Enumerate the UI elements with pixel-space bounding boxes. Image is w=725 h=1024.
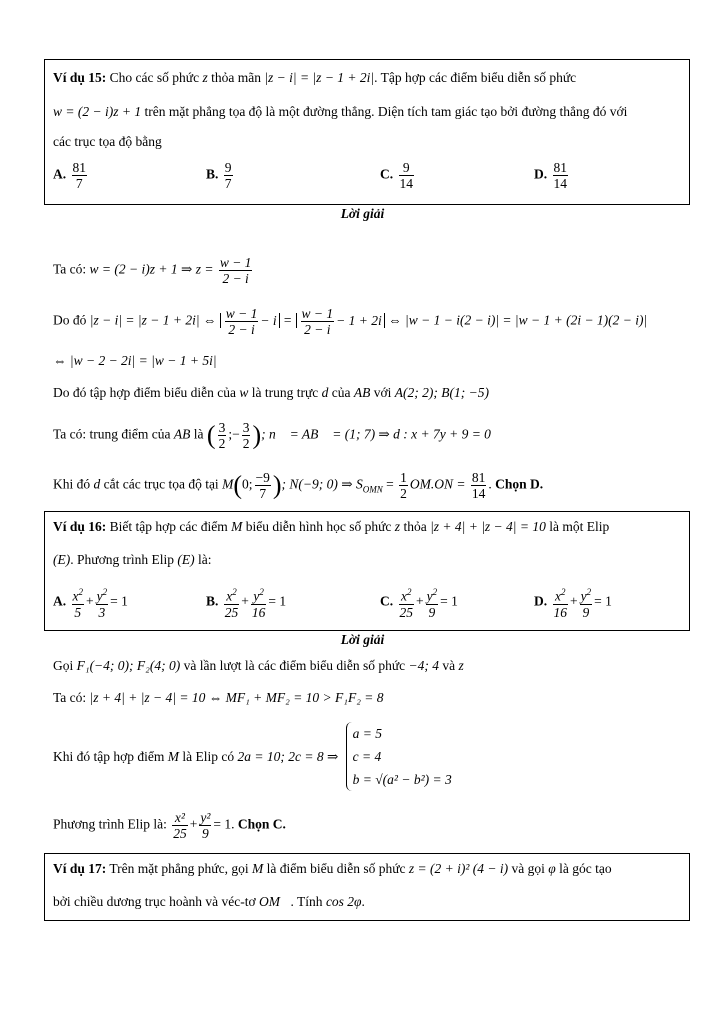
ex17-var: φ (548, 861, 556, 876)
denominator: 16 (251, 604, 266, 620)
sol15-line1 (53, 255, 254, 286)
sol-text: cắt các trục tọa độ tại (103, 476, 219, 492)
solution-heading-16: Lời giải (340, 632, 385, 647)
ex15-line2 (53, 104, 627, 120)
denominator: 3 (98, 604, 106, 620)
sol-var: z (458, 658, 464, 673)
numerator: 1 (400, 470, 407, 485)
fraction (553, 160, 569, 191)
ex15-text: các trục tọa độ bằng (53, 134, 162, 149)
ex17-line1 (53, 861, 612, 877)
fraction: $\frac{y^2}{9}$ (426, 587, 438, 620)
sol-text: Ta có: trung điểm của (53, 426, 171, 442)
denominator: 25 (224, 604, 239, 620)
ex17-text: . (361, 894, 365, 909)
sol-formula: A(2; 2); B(1; −5) (394, 385, 489, 400)
sol-var: w (239, 385, 249, 400)
fraction (72, 160, 88, 191)
sol-var: AB (173, 426, 191, 442)
ex15-line3 (53, 134, 162, 150)
ex15-label: Ví dụ 15: (53, 70, 107, 85)
sol-formula: = (283, 312, 293, 328)
answer-choice: Chọn C. (237, 816, 286, 832)
denominator: 7 (259, 486, 267, 501)
fraction (399, 160, 415, 191)
ex17-text: bởi chiều dương trục hoành và véc-tơ (53, 894, 256, 909)
sol-formula: F₁(−4; 0); F₂(4; 0) (76, 658, 181, 673)
denominator: 2 − i (228, 322, 255, 337)
system-line: c = 4 (352, 749, 382, 764)
ex16-text: là một Elip (549, 519, 610, 534)
sol-formula: OM.ON = (409, 476, 466, 492)
fraction (199, 810, 211, 841)
denominator: 14 (471, 486, 486, 501)
sol-var: AB (353, 385, 371, 400)
sol-var: M (222, 476, 234, 492)
sol-text: Khi đó (53, 476, 91, 492)
sol16-line1 (53, 658, 464, 674)
ex16-option-a: A. $\frac{x^2}{5}$ + $\frac{y^2}{3}$ = 1 (53, 587, 128, 620)
denominator: 2 (400, 486, 407, 501)
ex15-text: trên mặt phẳng tọa độ là một đường thẳng. Diện tích tam giác tạo bởi đường thẳng đó với (144, 104, 628, 119)
ex15-text: Cho các số phức (109, 70, 200, 85)
ex16-text: thỏa (403, 519, 427, 534)
abs-expression (296, 306, 385, 337)
fraction: $\frac{x^2}{5}$ (72, 587, 83, 620)
ex15-var: z (202, 70, 208, 85)
ex16-text: . Phương trình Elip (70, 552, 174, 567)
sol-text: là Elip có (182, 748, 235, 764)
ex17-vector: OM⃗ (259, 894, 291, 909)
ex15-option-a (53, 160, 89, 191)
sol-formula: ⇔ |w − 1 − i(2 − i)| = |w − 1 + (2i − 1)(2 − i)| (388, 312, 648, 328)
ex15-line1 (53, 70, 576, 86)
ex16-condition: |z + 4| + |z − 4| = 10 (430, 519, 546, 534)
ex16-var: M (231, 519, 243, 534)
numerator: 81 (553, 160, 567, 175)
numerator: y² (200, 810, 211, 825)
ex16-var: z (394, 519, 401, 534)
sol-var: d (93, 476, 101, 492)
fraction: $\frac{x^2}{16}$ (553, 587, 567, 620)
sol-text: Ta có: (53, 690, 87, 705)
sol-text: Ta có: (53, 261, 87, 277)
sol15-line3: ⇔ |w − 2 − 2i| = |w − 1 + 5i| (53, 353, 217, 368)
fraction (172, 810, 188, 841)
option-letter: C. (380, 593, 394, 609)
fraction (224, 160, 233, 191)
numerator: x² (172, 810, 188, 826)
numerator: 9 (224, 160, 232, 175)
denominator: 9 (582, 604, 590, 620)
denominator: 7 (224, 176, 232, 191)
numerator: w − 1 (219, 255, 252, 270)
option-letter: C. (380, 166, 394, 182)
ex16-option-b: B. $\frac{x^2}{25}$ + $\frac{y^2}{16}$ = 1 (206, 587, 287, 620)
fraction: $\frac{y^2}{9}$ (580, 587, 592, 620)
sol-text: là trung trực (251, 385, 319, 400)
ex17-text: là điểm biểu diễn số phức (266, 861, 406, 876)
answer-choice: Chọn D. (495, 476, 544, 492)
sol-text: với (373, 385, 392, 400)
sol-formula: |z + 4| + |z − 4| = 10 ⇔ MF₁ + MF₂ = 10 > F₁F₂ = 8 (89, 690, 384, 705)
ex16-text: là: (197, 552, 212, 567)
system-line: b = √(a² − b²) = 3 (352, 772, 452, 787)
sol-formula: 2a = 10; 2c = 8 ⇒ (237, 748, 339, 764)
numerator: 81 (72, 160, 86, 175)
sol-var: M (167, 748, 179, 764)
sol-formula: = (386, 476, 394, 492)
sol-formula: |z − i| = |z − 1 + 2i| ⇔ (89, 312, 217, 328)
denominator: 2 − i (222, 271, 249, 286)
ex15-option-b (206, 160, 235, 191)
numerator: 3 (218, 420, 226, 435)
ex15-formula: w = (2 − i)z + 1 (53, 104, 142, 119)
ex16-option-d: D. $\frac{x^2}{16}$ + $\frac{y^2}{9}$ = 1 (534, 587, 612, 620)
fraction (225, 306, 259, 337)
ex17-formula: cos 2φ (325, 894, 362, 909)
fraction: $\frac{y^2}{3}$ (96, 587, 108, 620)
sol16-line2 (53, 690, 384, 706)
fraction (255, 470, 271, 501)
sol-var: d (321, 385, 329, 400)
fraction (471, 470, 487, 501)
option-letter: A. (53, 593, 67, 609)
sol-formula: ; N(−9; 0) ⇒ S (281, 476, 363, 492)
denominator: 9 (201, 826, 209, 841)
fraction: $\frac{x^2}{25}$ (399, 587, 413, 620)
sol-text: và lần lượt là các điểm biểu diễn số phức (183, 658, 406, 673)
ex16-var: (E) (177, 552, 195, 567)
sol-formula: − i (260, 312, 277, 328)
denominator: 2 (242, 436, 250, 451)
fraction (301, 306, 335, 337)
ex16-text: biểu diễn hình học số phức (245, 519, 392, 534)
fraction (219, 255, 253, 286)
fraction (218, 420, 227, 451)
fraction (399, 470, 408, 501)
sol16-line4: Phương trình Elip là: $\frac{\text{x²}}{25}$ + $\frac{\text{y²}}{9}$ = 1. Chọn C. (53, 810, 286, 841)
subscript: OMN (362, 484, 383, 495)
ex15-option-d (534, 160, 570, 191)
sol-formula: = 1. (213, 816, 235, 832)
denominator: 14 (553, 176, 567, 191)
ex17-text: là góc tạo (559, 861, 612, 876)
system-line: a = 5 (352, 726, 383, 741)
sol16-line3 (53, 722, 452, 791)
ex17-label: Ví dụ 17: (53, 861, 107, 876)
sol-text: Phương trình Elip là: (53, 816, 167, 832)
sol-formula: ; n⃗ = AB⃗ = (1; 7) ⇒ d : x + 7y + 9 = 0 (261, 426, 491, 442)
ex17-line2 (53, 894, 365, 910)
ex15-text: . Tập hợp các điểm biểu diễn số phức (374, 70, 577, 85)
ex16-option-c: C. $\frac{x^2}{25}$ + $\frac{y^2}{9}$ = 1 (380, 587, 458, 620)
option-letter: D. (534, 166, 548, 182)
ex16-var: (E) (53, 552, 71, 567)
sol-text: là (193, 426, 204, 442)
ex16-label: Ví dụ 16: (53, 519, 107, 534)
numerator: w − 1 (225, 306, 258, 321)
option-letter: A. (53, 166, 67, 182)
fraction: $\frac{y^2}{16}$ (251, 587, 266, 620)
ex15-option-c (380, 160, 416, 191)
sol-formula: w = (2 − i)z + 1 ⇒ z = (89, 261, 214, 277)
sol-text: . (488, 476, 492, 492)
ex15-text: thỏa mãn (211, 70, 261, 85)
ex16-line2 (53, 552, 211, 568)
numerator: w − 1 (301, 306, 334, 321)
denominator: 2 (218, 436, 226, 451)
fraction: $\frac{x^2}{25}$ (224, 587, 239, 620)
equation-system (346, 722, 452, 791)
denominator: 9 (428, 604, 436, 620)
abs-expression (220, 306, 280, 337)
option-letter: B. (206, 593, 219, 609)
ex17-formula: z = (2 + i)² (4 − i) (408, 861, 509, 876)
denominator: 25 (173, 826, 187, 841)
solution-heading-15: Lời giải (340, 206, 385, 221)
ex17-var: M (251, 861, 264, 876)
option-letter: D. (534, 593, 548, 609)
denominator: 25 (399, 604, 413, 620)
ex17-text: Trên mặt phẳng phức, gọi (109, 861, 249, 876)
sol-text: và (442, 658, 456, 673)
sol-formula: −4; 4 (408, 658, 440, 673)
sol-text: Khi đó tập hợp điểm (53, 748, 165, 764)
sol15-line2 (53, 306, 647, 337)
denominator: 16 (553, 604, 567, 620)
ex17-text: và gọi (511, 861, 545, 876)
sol15-line6: Khi đó d cắt các trục tọa độ tại M(0; $\frac{-9}{7}$ ); N(−9; 0) ⇒ $S_{OMN}$ = $\frac{1}{2}$ OM.ON = $\frac{81}{14}$ . Chọn D. (53, 470, 544, 501)
sol-text: Do đó (53, 312, 87, 328)
option-letter: B. (206, 166, 219, 182)
sol-formula: − 1 + 2i (336, 312, 382, 328)
denominator: 5 (74, 604, 82, 620)
numerator: 3 (242, 420, 250, 435)
ex16-text: Biết tập hợp các điểm (109, 519, 228, 534)
fraction (242, 420, 251, 451)
sol15-line4 (53, 385, 489, 401)
ex17-text: . Tính (290, 894, 323, 909)
denominator: 14 (399, 176, 413, 191)
sol15-line5: Ta có: trung điểm của AB là ( $\frac{3}{2}$ ;− $\frac{3}{2}$ ); n⃗ = AB⃗ = (1; 7) ⇒ d : x + 7y + 9 = 0 (53, 420, 491, 451)
denominator: 7 (75, 176, 83, 191)
denominator: 2 − i (304, 322, 331, 337)
numerator: −9 (255, 470, 270, 485)
numerator: 81 (471, 470, 486, 485)
numerator: 9 (399, 160, 415, 176)
sol-text: của (331, 385, 351, 400)
sol-text: Gọi (53, 658, 74, 673)
ex16-line1 (53, 519, 609, 535)
sol-text: Do đó tập hợp điểm biểu diễn của (53, 385, 236, 400)
ex15-condition: |z − i| = |z − 1 + 2i| (264, 70, 375, 85)
